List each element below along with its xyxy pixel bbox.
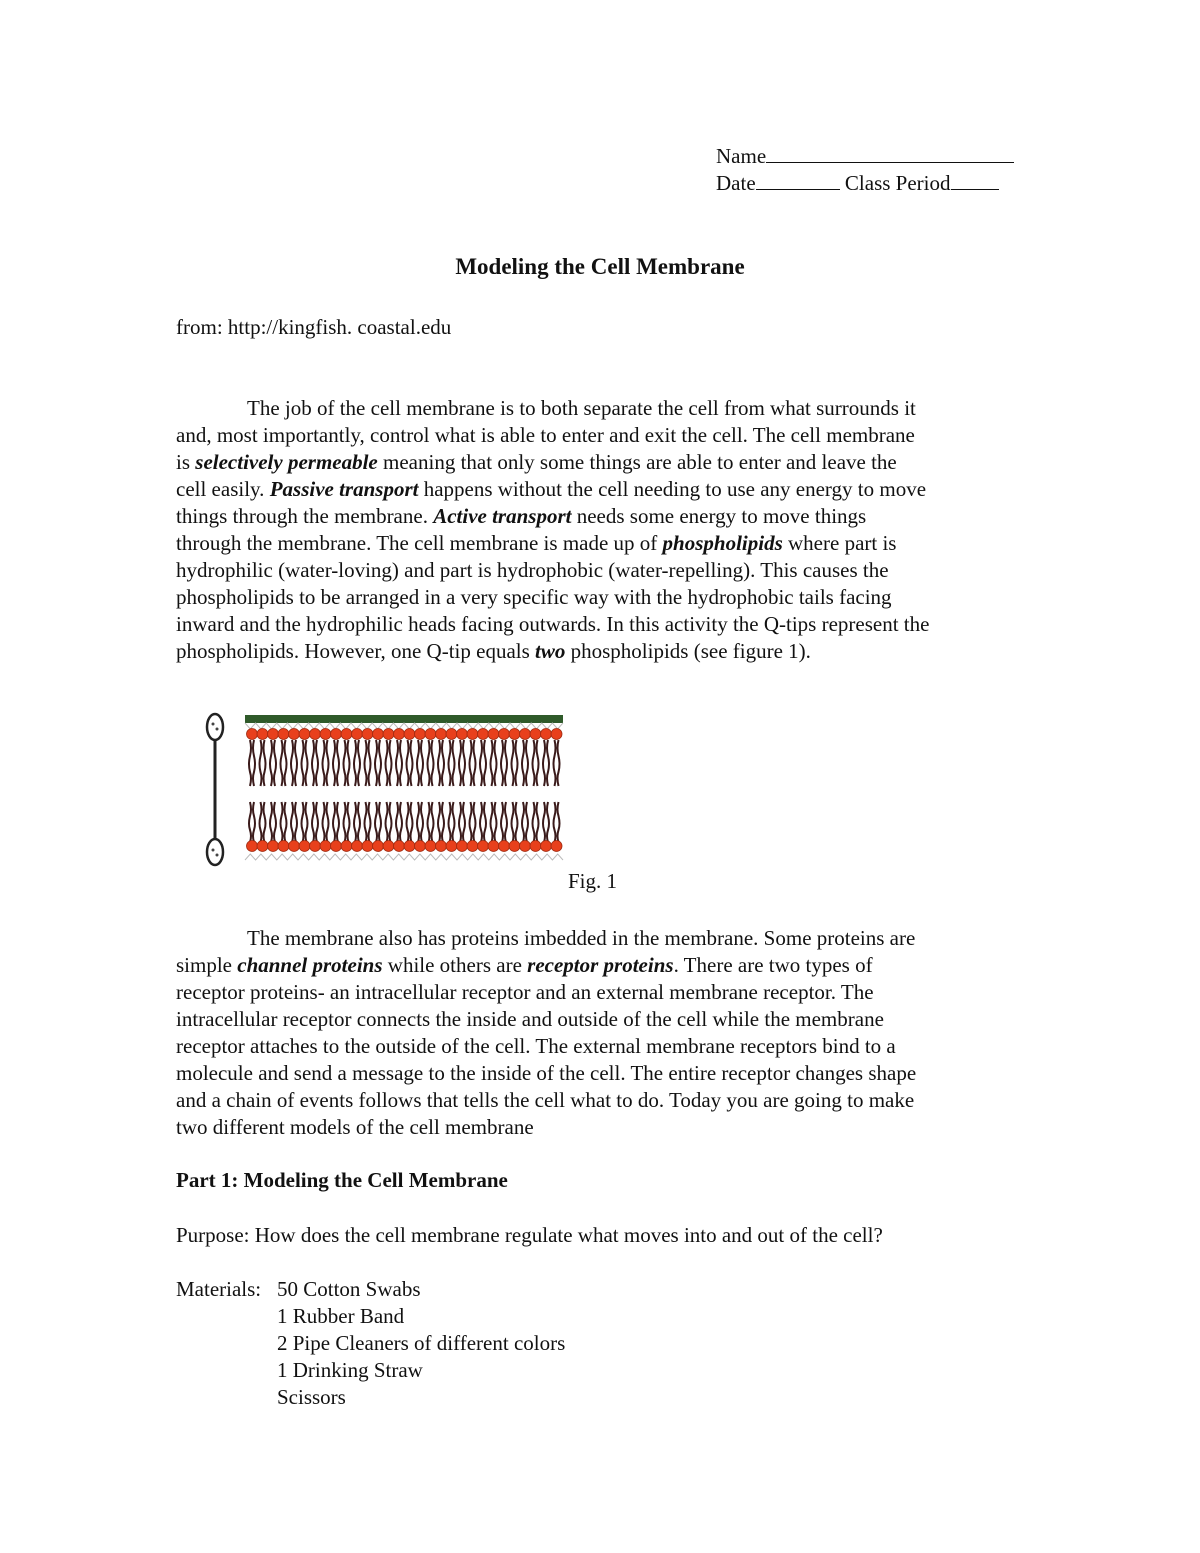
lipid-tail: [365, 740, 367, 786]
lipid-tail: [358, 802, 360, 842]
text-run: where part is: [782, 531, 897, 555]
lipid-tail: [379, 802, 381, 842]
lipid-tail: [480, 740, 482, 786]
lipid-tail: [558, 740, 560, 786]
text-line: The job of the cell membrane is to both separate the cell from what surrounds it: [247, 396, 916, 420]
lipid-tail: [516, 740, 518, 786]
lipid-tail: [333, 802, 335, 842]
lipid-tail: [291, 740, 293, 786]
intro-paragraph: [176, 395, 1036, 665]
lipid-head: [341, 841, 352, 852]
list-item: 50 Cotton Swabs: [277, 1277, 421, 1301]
lipid-tail: [396, 740, 398, 786]
lipid-tail: [253, 740, 255, 786]
lipid-tail: [428, 802, 430, 842]
lipid-tail: [491, 802, 493, 842]
term-phospholipids: phospholipids: [662, 531, 783, 555]
lipid-head: [373, 729, 384, 740]
lipid-tail: [354, 740, 356, 786]
lipid-tail: [348, 802, 350, 842]
lipid-tail: [291, 802, 293, 842]
class-period-label: Class Period: [844, 171, 951, 195]
text-run: things through the membrane.: [176, 504, 434, 528]
lipid-head: [551, 729, 562, 740]
text-line: phospholipids to be arranged in a very specific way with the hydrophobic tails facing: [176, 585, 892, 609]
lipid-head: [247, 729, 258, 740]
lipid-tail: [459, 740, 461, 786]
lipid-tail: [554, 802, 556, 842]
lipid-tail: [386, 740, 388, 786]
q-tip-illustration: [207, 714, 223, 865]
lipid-tail: [432, 740, 434, 786]
lipid-tail: [484, 740, 486, 786]
text-line: [176, 638, 1036, 665]
lipid-tail: [264, 740, 266, 786]
lipid-head: [478, 729, 489, 740]
lipid-head: [352, 841, 363, 852]
lipid-tail: [302, 802, 304, 842]
text-run: phospholipids. However, one Q-tip equals: [176, 639, 536, 663]
list-item: 1 Rubber Band: [277, 1304, 405, 1328]
lipid-tail: [375, 740, 377, 786]
lipid-head: [541, 729, 552, 740]
lipid-head: [320, 729, 331, 740]
text-line: [176, 530, 1036, 557]
lipid-tail: [274, 740, 276, 786]
lipid-head: [320, 841, 331, 852]
lipid-tail: [323, 740, 325, 786]
phospholipid-bilayer: [245, 715, 563, 860]
lipid-head: [331, 729, 342, 740]
lipid-head: [530, 729, 541, 740]
lipid-tail: [547, 802, 549, 842]
lipid-tail: [533, 740, 535, 786]
lipid-tail: [495, 740, 497, 786]
lipid-head: [394, 729, 405, 740]
lipid-head: [436, 841, 447, 852]
text-line: The membrane also has proteins imbedded in the membrane. Some proteins are: [247, 926, 916, 950]
lipid-head: [457, 841, 468, 852]
lipid-head: [268, 841, 279, 852]
lipid-tail: [295, 802, 297, 842]
text-run: cell easily.: [176, 477, 270, 501]
lipid-head: [362, 729, 373, 740]
text-run: happens without the cell needing to use any energy to move: [418, 477, 927, 501]
lipid-tail: [501, 740, 503, 786]
term-passive-transport: Passive transport: [269, 477, 419, 501]
lipid-head: [415, 729, 426, 740]
lipid-tail: [348, 740, 350, 786]
lipid-tail: [249, 802, 251, 842]
name-blank[interactable]: [766, 144, 1014, 163]
lipid-tail: [533, 802, 535, 842]
lipid-head: [299, 729, 310, 740]
lipid-tail: [316, 740, 318, 786]
lipid-tail: [421, 802, 423, 842]
lipid-tail: [253, 802, 255, 842]
text-line: two different models of the cell membrane: [176, 1115, 534, 1139]
lipid-tail: [312, 802, 314, 842]
lipid-tail: [390, 740, 392, 786]
lipid-tail: [480, 802, 482, 842]
lipid-tail: [505, 802, 507, 842]
source-line: from: http://kingfish. coastal.edu: [176, 315, 452, 339]
text-line: intracellular receptor connects the inside and outside of the cell while the membrane: [176, 1007, 884, 1031]
text-run: needs some energy to move things: [571, 504, 867, 528]
lipid-tail: [407, 802, 409, 842]
lipid-tail: [323, 802, 325, 842]
lipid-tail: [491, 740, 493, 786]
lipid-head: [446, 841, 457, 852]
lipid-tail: [316, 802, 318, 842]
lipid-tail: [400, 802, 402, 842]
lipid-tail: [449, 740, 451, 786]
lipid-tail: [526, 802, 528, 842]
lipid-tail: [358, 740, 360, 786]
text-run: meaning that only some things are able to enter and leave the: [377, 450, 897, 474]
lipid-tail: [344, 802, 346, 842]
date-blank[interactable]: [756, 171, 840, 190]
lipid-tail: [501, 802, 503, 842]
lipid-head: [425, 841, 436, 852]
text-line: hydrophilic (water-loving) and part is hydrophobic (water-repelling). This causes the: [176, 558, 889, 582]
text-line: and, most importantly, control what is able to enter and exit the cell. The cell membrane: [176, 423, 915, 447]
lipid-tail: [327, 802, 329, 842]
lipid-head: [278, 841, 289, 852]
lipid-tail: [312, 740, 314, 786]
text-line: receptor proteins- an intracellular receptor and an external membrane receptor. The: [176, 980, 874, 1004]
lipid-tail: [547, 740, 549, 786]
lipid-tail: [495, 802, 497, 842]
lipid-tail: [285, 802, 287, 842]
lipid-tail: [270, 740, 272, 786]
lipid-tail: [470, 802, 472, 842]
name-label: Name: [716, 144, 767, 168]
lipid-tail: [270, 802, 272, 842]
purpose-line: Purpose: How does the cell membrane regulate what moves into and out of the cell?: [176, 1223, 883, 1247]
lipid-head: [352, 729, 363, 740]
lipid-tail: [554, 740, 556, 786]
lipid-tail: [459, 802, 461, 842]
lipid-head: [257, 841, 268, 852]
lipid-tail: [411, 740, 413, 786]
lipid-head: [488, 841, 499, 852]
lipid-head: [341, 729, 352, 740]
lipid-head: [383, 729, 394, 740]
lipid-tail: [558, 802, 560, 842]
lipid-head: [373, 841, 384, 852]
part1-heading: Part 1: Modeling the Cell Membrane: [176, 1168, 508, 1192]
lipid-tail: [407, 740, 409, 786]
lipid-tail: [386, 802, 388, 842]
lipid-tail: [449, 802, 451, 842]
lipid-tail: [369, 802, 371, 842]
lipid-tail: [453, 802, 455, 842]
list-item: Scissors: [277, 1385, 346, 1409]
name-line: [716, 143, 1014, 170]
class-period-blank[interactable]: [951, 171, 999, 190]
text-run: is: [176, 450, 196, 474]
lipid-head: [289, 841, 300, 852]
lipid-tail: [421, 740, 423, 786]
lipid-tail: [438, 740, 440, 786]
text-run: . There are two types of: [673, 953, 873, 977]
lipid-head: [268, 729, 279, 740]
lipid-tail: [463, 802, 465, 842]
lipid-tail: [337, 802, 339, 842]
lipid-head: [299, 841, 310, 852]
lipid-tail: [516, 802, 518, 842]
lipid-head: [362, 841, 373, 852]
lipid-tail: [543, 802, 545, 842]
lipid-tail: [344, 740, 346, 786]
lipid-tail: [306, 802, 308, 842]
membrane-figure: [200, 710, 570, 870]
lipid-tail: [537, 802, 539, 842]
list-item: 2 Pipe Cleaners of different colors: [277, 1331, 566, 1355]
lipid-head: [289, 729, 300, 740]
lipid-tail: [417, 740, 419, 786]
lipid-tail: [474, 802, 476, 842]
lipid-tail: [417, 802, 419, 842]
lipid-tail: [522, 740, 524, 786]
lipid-tail: [354, 802, 356, 842]
lipid-head: [509, 729, 520, 740]
lipid-tail: [249, 740, 251, 786]
lipid-head: [520, 841, 531, 852]
lipid-head: [457, 729, 468, 740]
materials-list: [277, 1276, 565, 1411]
text-line: [176, 476, 1036, 503]
text-line: [176, 952, 1036, 979]
lipid-tail: [537, 740, 539, 786]
lipid-tail: [411, 802, 413, 842]
term-channel-proteins: channel proteins: [237, 953, 383, 977]
lipid-head: [530, 841, 541, 852]
lipid-tail: [442, 740, 444, 786]
lipid-head: [331, 841, 342, 852]
term-selectively-permeable: selectively permeable: [195, 450, 378, 474]
lipid-tail: [337, 740, 339, 786]
lipid-head: [509, 841, 520, 852]
lipid-head: [404, 729, 415, 740]
lipid-tail: [333, 740, 335, 786]
lipid-tail: [379, 740, 381, 786]
lipid-head: [404, 841, 415, 852]
text-line: [176, 503, 1036, 530]
lipid-tail: [285, 740, 287, 786]
lipid-head: [436, 729, 447, 740]
lipid-tail: [281, 802, 283, 842]
list-item: 1 Drinking Straw: [277, 1358, 423, 1382]
text-line: molecule and send a message to the inside of the cell. The entire receptor changes shape: [176, 1061, 917, 1085]
lipid-tail: [463, 740, 465, 786]
lipid-head: [278, 729, 289, 740]
text-line: receptor attaches to the outside of the cell. The external membrane receptors bind to a: [176, 1034, 896, 1058]
lipid-tail: [438, 802, 440, 842]
protein-paragraph: [176, 925, 1036, 1141]
page-title: Modeling the Cell Membrane: [455, 254, 745, 279]
lipid-head: [425, 729, 436, 740]
lipid-tail: [396, 802, 398, 842]
text-run: phospholipids (see figure 1).: [565, 639, 811, 663]
text-run: through the membrane. The cell membrane is made up of: [176, 531, 663, 555]
lipid-head: [499, 729, 510, 740]
lipid-tail: [442, 802, 444, 842]
lipid-head: [257, 729, 268, 740]
lipid-tail: [543, 740, 545, 786]
lipid-tail: [260, 802, 262, 842]
lipid-head: [551, 841, 562, 852]
lipid-head: [541, 841, 552, 852]
lipid-tail: [526, 740, 528, 786]
lipid-tail: [428, 740, 430, 786]
lipid-head: [478, 841, 489, 852]
lipid-tail: [512, 802, 514, 842]
lipid-head: [310, 729, 321, 740]
date-line: [716, 170, 999, 197]
lipid-tail: [522, 802, 524, 842]
text-run: simple: [176, 953, 238, 977]
lipid-head: [383, 841, 394, 852]
text-line: and a chain of events follows that tells the cell what to do. Today you are going to make: [176, 1088, 915, 1112]
lipid-tail: [474, 740, 476, 786]
lipid-tail: [375, 802, 377, 842]
lipid-tail: [512, 740, 514, 786]
term-two: two: [535, 639, 566, 663]
lipid-head: [467, 841, 478, 852]
lipid-head: [520, 729, 531, 740]
lipid-tail: [295, 740, 297, 786]
lipid-tail: [365, 802, 367, 842]
lipid-head: [310, 841, 321, 852]
lipid-tail: [390, 802, 392, 842]
lipid-tail: [264, 802, 266, 842]
text-line: inward and the hydrophilic heads facing outwards. In this activity the Q-tips represent the: [176, 612, 930, 636]
lipid-tail: [400, 740, 402, 786]
lipid-tail: [302, 740, 304, 786]
date-label: Date: [716, 171, 756, 195]
text-run: while others are: [382, 953, 528, 977]
lipid-head: [247, 841, 258, 852]
lipid-tail: [470, 740, 472, 786]
lipid-tail: [432, 802, 434, 842]
lipid-tail: [260, 740, 262, 786]
lipid-head: [467, 729, 478, 740]
lipid-head: [499, 841, 510, 852]
lipid-head: [488, 729, 499, 740]
text-line: [176, 449, 1036, 476]
lipid-tail: [369, 740, 371, 786]
lipid-head: [446, 729, 457, 740]
lipid-tail: [306, 740, 308, 786]
lipid-head: [415, 841, 426, 852]
lipid-tail: [505, 740, 507, 786]
figure-caption: Fig. 1: [568, 869, 618, 893]
lipid-tail: [484, 802, 486, 842]
term-receptor-proteins: receptor proteins: [527, 953, 674, 977]
term-active-transport: Active transport: [433, 504, 572, 528]
lipid-head: [394, 841, 405, 852]
lipid-tail: [327, 740, 329, 786]
lipid-tail: [274, 802, 276, 842]
lipid-tail: [453, 740, 455, 786]
materials-label: Materials:: [176, 1277, 262, 1301]
lipid-tail: [281, 740, 283, 786]
